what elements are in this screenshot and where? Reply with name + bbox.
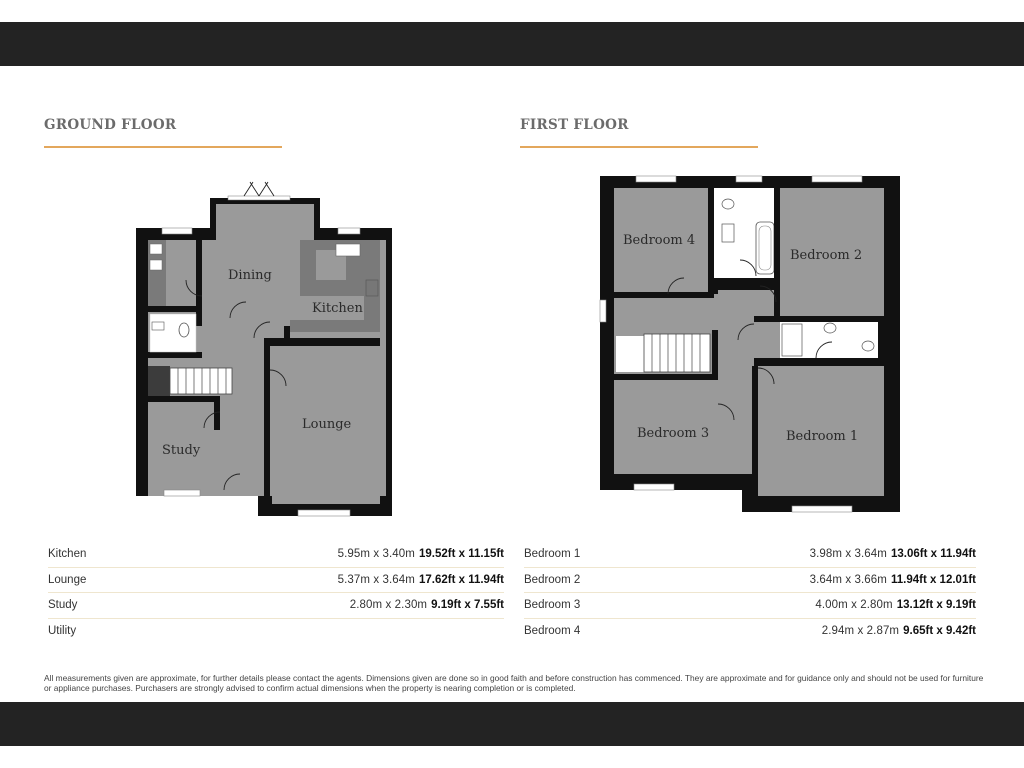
room-name: Bedroom 4 [524, 625, 581, 638]
room-label-bedroom-4: Bedroom 4 [623, 233, 696, 248]
room-name: Bedroom 2 [524, 573, 581, 586]
imperial-dimensions: 11.94ft x 12.01ft [890, 573, 976, 586]
metric-dimensions: 4.00m x 2.80m [815, 599, 893, 612]
imperial-dimensions: 13.12ft x 9.19ft [896, 599, 976, 612]
room-name: Lounge [48, 573, 87, 586]
room-label-kitchen: Kitchen [312, 301, 363, 316]
metric-dimensions: 3.98m x 3.64m [809, 548, 887, 561]
room-label-dining: Dining [228, 268, 272, 283]
metric-dimensions: 3.64m x 3.66m [809, 573, 887, 586]
imperial-dimensions: 17.62ft x 11.94ft [418, 573, 504, 586]
room-label-bedroom-1: Bedroom 1 [786, 429, 859, 444]
room-label-bedroom-3: Bedroom 3 [637, 426, 710, 441]
metric-dimensions: 2.94m x 2.87m [821, 625, 900, 638]
ground-floor-dimensions-table [48, 542, 504, 644]
table-row [48, 568, 504, 594]
room-name: Bedroom 3 [524, 599, 581, 612]
first-floor-dimensions-table [524, 542, 976, 644]
imperial-dimensions: 19.52ft x 11.15ft [418, 548, 504, 561]
room-name: Kitchen [48, 548, 87, 561]
ground-floor-plan [136, 182, 392, 516]
table-row [524, 619, 976, 645]
imperial-dimensions: 13.06ft x 11.94ft [890, 548, 976, 561]
room-name: Study [48, 599, 78, 612]
first-floor-heading: FIRST FLOOR [520, 117, 629, 133]
room-label-lounge: Lounge [302, 417, 352, 432]
table-row [48, 619, 504, 645]
table-row [48, 593, 504, 619]
table-row [524, 593, 976, 619]
disclaimer-text: All measurements given are approximate, for further details please contact the agents. Dimensions given are done so in good faith and before construction has commenced. They are approximate and for guidance only and should not be used for furniture or appliance purchases. Purchasers are strongly advised to confirm actual dimensions when the property is nearing completion or is completed. [44, 673, 984, 693]
room-label-study: Study [162, 443, 201, 458]
table-row [524, 542, 976, 568]
room-name: Utility [48, 625, 77, 638]
room-label-bedroom-2: Bedroom 2 [790, 248, 863, 263]
first-floor-plan [600, 176, 900, 512]
metric-dimensions: 5.37m x 3.64m [337, 573, 415, 586]
table-row [48, 542, 504, 568]
imperial-dimensions: 9.65ft x 9.42ft [903, 625, 976, 638]
metric-dimensions: 2.80m x 2.30m [349, 599, 428, 612]
table-row [524, 568, 976, 594]
room-name: Bedroom 1 [524, 548, 581, 561]
imperial-dimensions: 9.19ft x 7.55ft [431, 599, 504, 612]
metric-dimensions: 5.95m x 3.40m [337, 548, 415, 561]
ground-floor-heading: GROUND FLOOR [44, 117, 177, 133]
